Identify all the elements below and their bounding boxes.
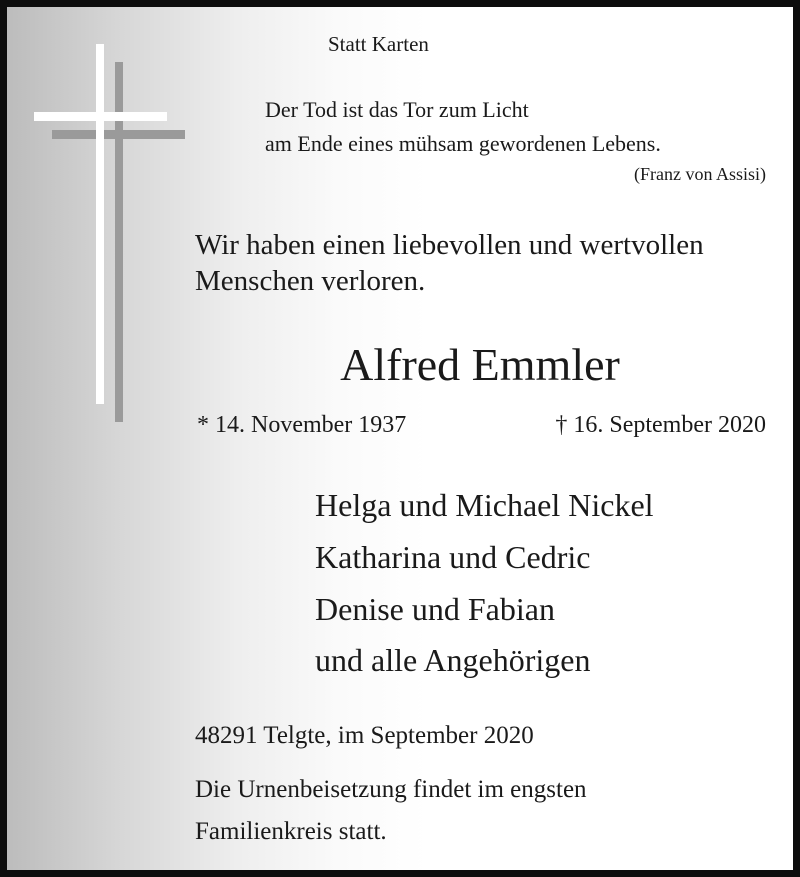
place-date: 48291 Telgte, im September 2020 xyxy=(195,722,534,749)
mourner-line: Helga und Michael Nickel xyxy=(315,487,654,523)
mourner-line: Katharina und Cedric xyxy=(315,539,591,575)
death-date: † 16. September 2020 xyxy=(555,412,766,438)
deceased-name: Alfred Emmler xyxy=(340,339,620,390)
header-label: Statt Karten xyxy=(328,32,429,56)
quote-line-1: Der Tod ist das Tor zum Licht xyxy=(265,97,529,122)
mourner-line: und alle Angehörigen xyxy=(315,642,591,678)
quote-line-2: am Ende eines mühsam gewordenen Lebens. xyxy=(265,131,661,156)
birth-date: * 14. November 1937 xyxy=(197,412,407,438)
intro-line-2: Menschen verloren. xyxy=(195,265,426,297)
burial-line-1: Die Urnenbeisetzung findet im engsten xyxy=(195,776,587,803)
intro-line-1: Wir haben einen liebevollen und wertvollen xyxy=(195,229,704,261)
burial-line-2: Familienkreis statt. xyxy=(195,818,387,845)
quote-author: (Franz von Assisi) xyxy=(634,164,766,184)
mourner-line: Denise und Fabian xyxy=(315,591,555,627)
